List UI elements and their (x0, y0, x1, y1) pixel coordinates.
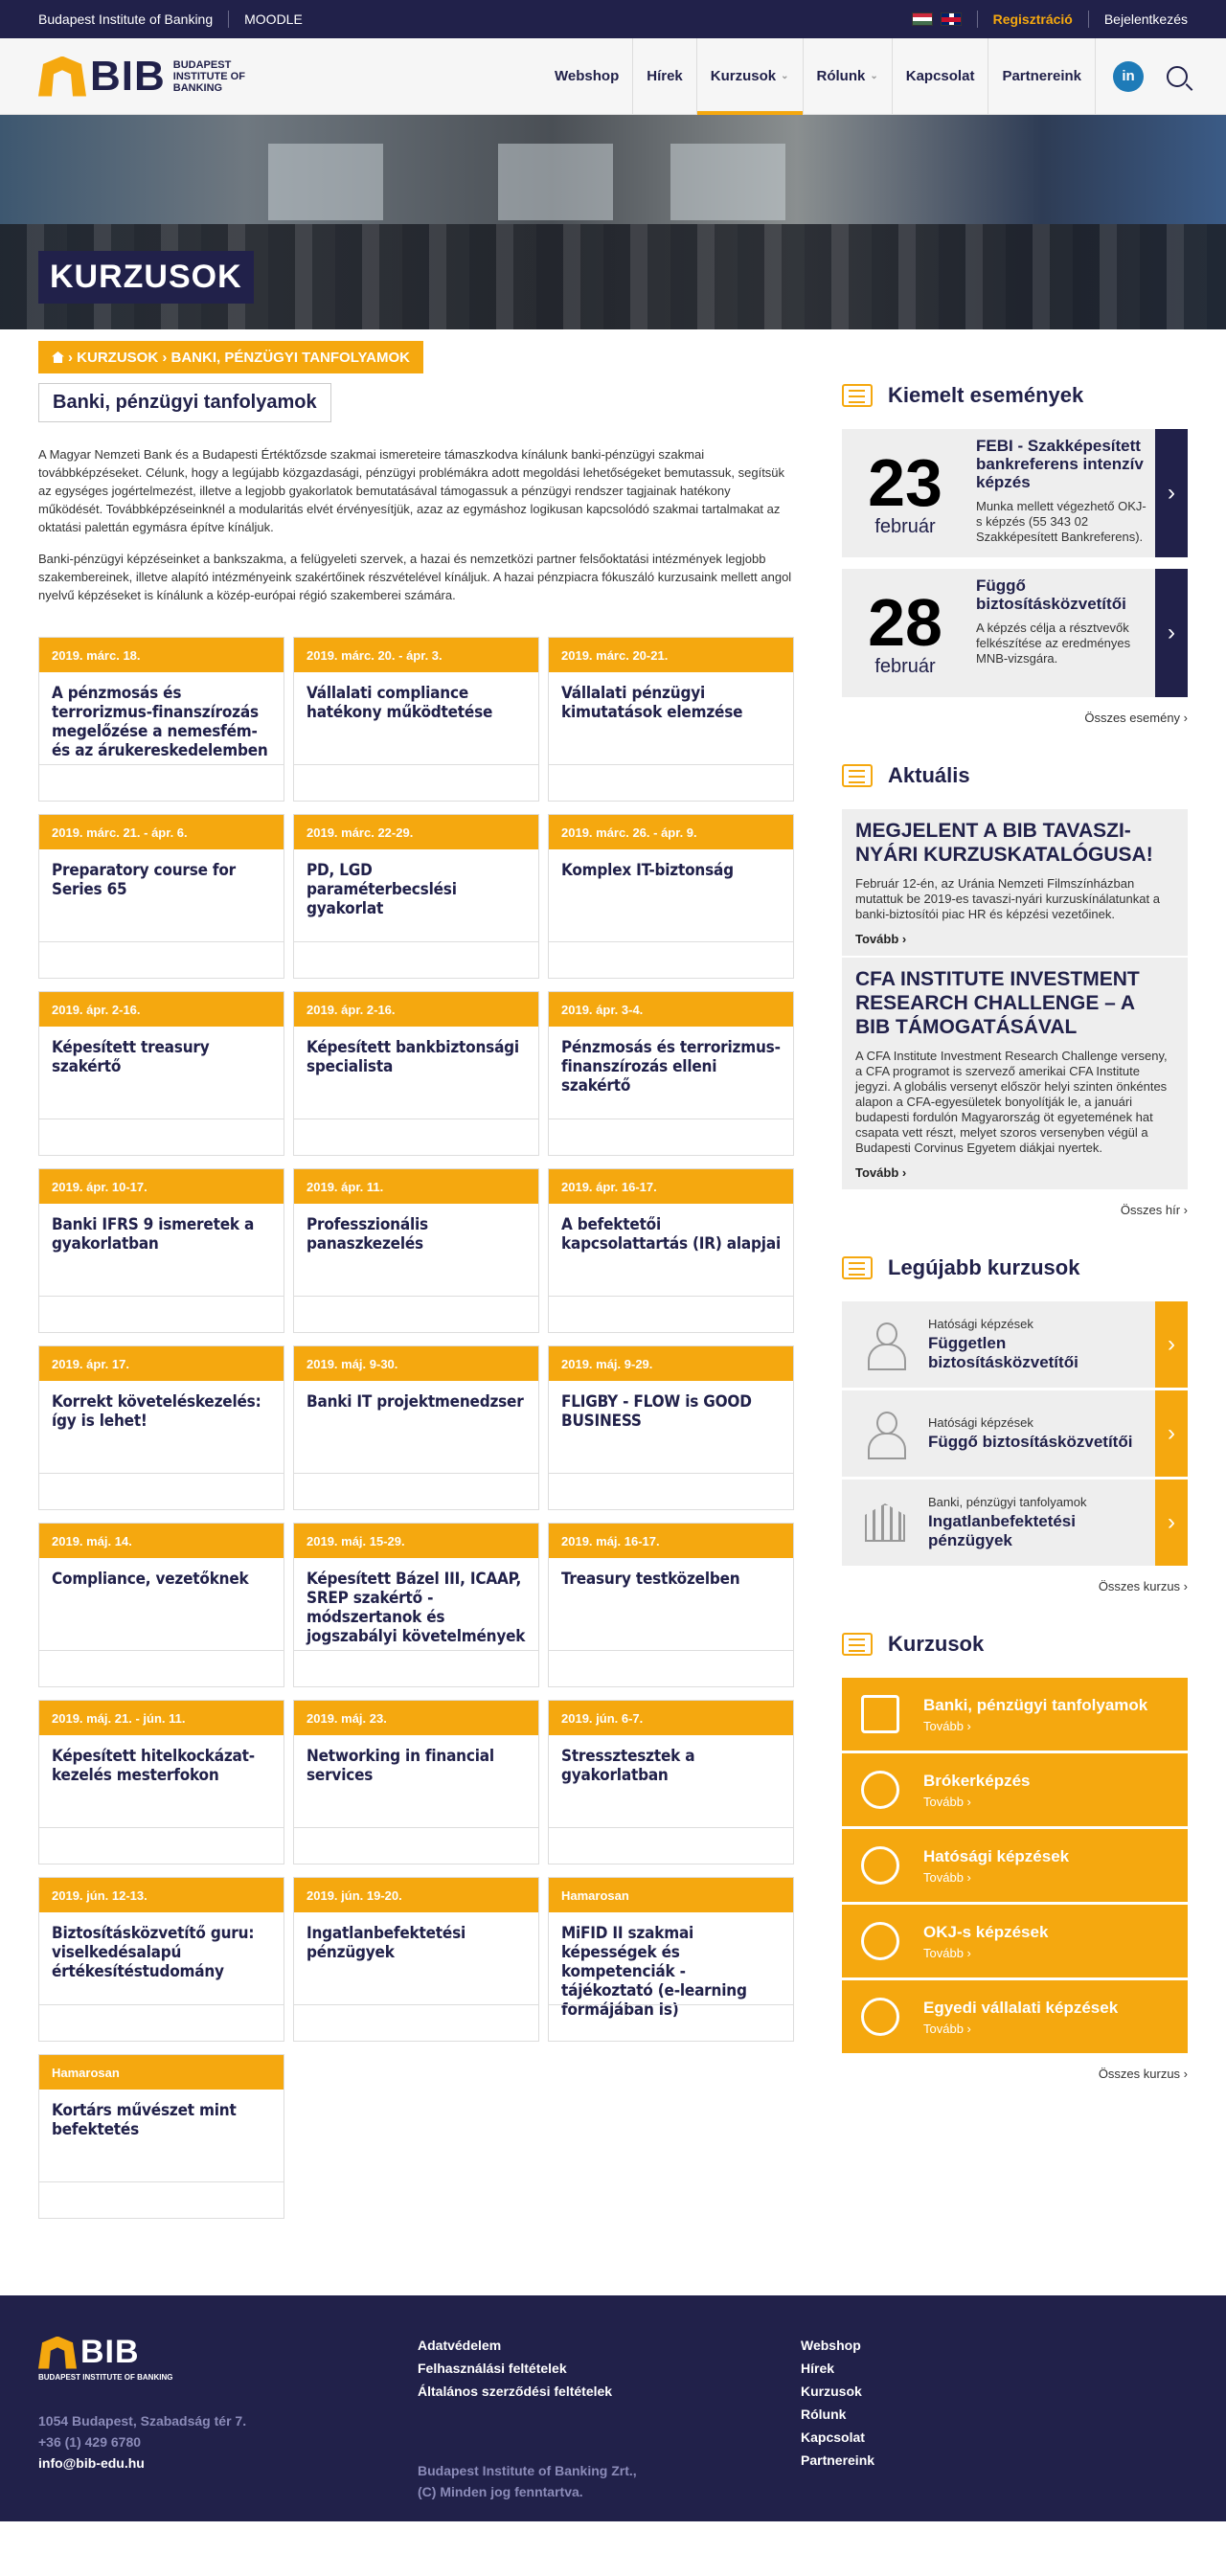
news-header (842, 763, 1188, 788)
presentation-icon (842, 1633, 873, 1656)
hero-banner (0, 115, 1226, 329)
event-title[interactable]: Függő biztosításközvetítői (976, 576, 1126, 613)
person-icon (866, 1322, 904, 1367)
course-date: 2019. márc. 18. (39, 638, 284, 672)
course-title[interactable]: Banki IFRS 9 ismeretek a gyakorlatban (52, 1215, 255, 1254)
news-item (842, 958, 1188, 1189)
course-title[interactable]: A pénzmosás és terrorizmus-finanszírozás megelőzése a nemesfém- és az árukereskedelemben (52, 684, 268, 760)
menu-item-kapcsolat[interactable]: Kapcsolat (893, 38, 989, 115)
handshake-icon (861, 1998, 899, 2036)
content (0, 383, 1226, 2219)
course-date: 2019. ápr. 11. (294, 1169, 538, 1204)
course-card[interactable] (548, 1700, 794, 1864)
course-title[interactable]: Preparatory course for Series 65 (52, 861, 237, 899)
course-date: 2019. jún. 12-13. (39, 1878, 284, 1912)
course-date: 2019. ápr. 2-16. (39, 992, 284, 1027)
course-card-footer (39, 2181, 284, 2218)
footer-copyright: (C) Minden jog fenntartva. (418, 2484, 583, 2499)
course-title[interactable]: MiFID II szakmai képességek és kompetenciák - tájékoztató (e-learning formájában is) (561, 1924, 747, 2020)
course-card[interactable] (38, 1700, 284, 1864)
event-month: február (874, 515, 936, 537)
footer-link-kurzusok[interactable]: Kurzusok (801, 2384, 862, 2399)
course-grid (38, 637, 794, 2219)
main-column (38, 383, 794, 2219)
course-card-footer (549, 764, 793, 801)
course-card[interactable] (293, 1523, 539, 1687)
course-date: 2019. máj. 9-29. (549, 1346, 793, 1381)
menu-item-partnereink[interactable]: Partnereink (988, 38, 1096, 115)
course-date: 2019. márc. 21. - ápr. 6. (39, 815, 284, 849)
course-title[interactable]: Networking in financial services (306, 1747, 494, 1785)
divider (1088, 11, 1089, 28)
course-title[interactable]: Vállalati pénzügyi kimutatások elemzése (561, 684, 743, 722)
footer-email[interactable]: info@bib-edu.hu (38, 2455, 145, 2471)
course-card[interactable] (293, 991, 539, 1156)
calendar-icon (842, 384, 873, 407)
course-card-footer (549, 941, 793, 978)
event-card[interactable] (842, 429, 1188, 557)
english-flag-icon[interactable] (941, 12, 962, 26)
course-title[interactable]: PD, LGD paraméterbecslési gyakorlat (306, 861, 457, 918)
course-card-footer (294, 1827, 538, 1864)
search-icon[interactable] (1167, 66, 1188, 87)
course-title[interactable]: Képesített treasury szakértő (52, 1038, 210, 1076)
event-date (842, 569, 968, 697)
footer (0, 2295, 1226, 2521)
course-card-footer (549, 1119, 793, 1155)
read-more-link[interactable]: Tovább › (923, 2021, 971, 2036)
course-card[interactable] (293, 637, 539, 802)
course-title[interactable]: Ingatlanbefektetési pénzügyek (306, 1924, 466, 1962)
event-day: 28 (868, 584, 942, 660)
logo-wordmark: BIB (90, 52, 166, 100)
intro-paragraph: Banki-pénzügyi képzéseinket a bankszakma, a felügyeleti szervek, a hazai és nemzetközi partner felsőoktatási intézmények legjobb szakembereinek, illetve alapító intézményeink szakértőinek részvételével kínáljuk. A hazai pénzpiacra fókuszáló kurzusaink mellett angol nyelvű képzéseket is kínálunk a közép-európai régió szakemberei számára. (38, 552, 792, 602)
footer-link-privacy[interactable]: Adatvédelem (418, 2338, 502, 2353)
course-title[interactable]: Professzionális panaszkezelés (306, 1215, 428, 1254)
footer-logo[interactable] (38, 2334, 418, 2371)
course-title[interactable]: Biztosításközvetítő guru: viselkedésalapú értékesítéstudomány (52, 1924, 255, 1981)
course-title[interactable]: Vállalati compliance hatékony működtetése (306, 684, 493, 722)
course-card-footer (294, 2004, 538, 2041)
course-card[interactable] (548, 991, 794, 1156)
event-date (842, 429, 968, 557)
read-more-link[interactable]: Tovább › (923, 1945, 971, 1960)
course-card[interactable] (293, 1345, 539, 1510)
footer-link-general-terms[interactable]: Általános szerződési feltételek (418, 2384, 613, 2399)
course-date: 2019. jún. 19-20. (294, 1878, 538, 1912)
event-day: 23 (868, 444, 942, 520)
footer-link-partnereink[interactable]: Partnereink (801, 2452, 875, 2468)
course-title[interactable]: Képesített bankbiztonsági specialista (306, 1038, 519, 1076)
event-description: Munka mellett végezhető OKJ-s képzés (55 343 02 Szakképesített Bankreferens). (976, 499, 1147, 544)
all-categories-link[interactable]: Összes kurzus › (1098, 2067, 1188, 2081)
course-card[interactable] (293, 814, 539, 979)
divider (977, 11, 978, 28)
course-card[interactable] (293, 1877, 539, 2042)
latest-courses-title: Legújabb kurzusok (888, 1255, 1080, 1279)
category-name[interactable]: Hatósági képzések (923, 1846, 1070, 1865)
latest-courses-header (842, 1255, 1188, 1280)
course-name[interactable]: Függő biztosításközvetítői (928, 1433, 1133, 1451)
course-card[interactable] (548, 1345, 794, 1510)
logo-mark-icon (38, 2337, 77, 2369)
course-date: Hamarosan (549, 1878, 793, 1912)
course-card-footer (39, 2004, 284, 2041)
course-card[interactable] (38, 637, 284, 802)
course-date: 2019. máj. 21. - jún. 11. (39, 1701, 284, 1735)
intro-paragraph: A Magyar Nemzeti Bank és a Budapesti Értéktőzsde szakmai ismereteire támaszkodva kínálunk banki-pénzügyi szakmai továbbképzéseket. Célunk, hogy a legújabb közgazdasági, pénzügyi problémákra adott megoldási lehetőségeket bemutassuk, segítsük az egységes jogértelmezést, illetve a legjobb gyakorlatok bemutatásával támogassuk a pénzügyi rendszer tagjainak hatékony működését. Továbbképzéseinknél a modularitás elvét érvényesítjük, azaz az egymáshoz logikusan kapcsolódó szakmai tartalmakat az oktatási palettán egymásra építve kínáljuk. (38, 447, 785, 534)
course-card[interactable] (38, 991, 284, 1156)
menu-item-label: Kurzusok (710, 68, 777, 84)
course-title[interactable]: Kortárs művészet mint befektetés (52, 2101, 237, 2139)
course-card[interactable] (38, 1168, 284, 1333)
course-card[interactable] (548, 1877, 794, 2042)
read-more-link[interactable]: Tovább › (923, 1869, 971, 1885)
course-card[interactable] (38, 1877, 284, 2042)
logo-tagline: BUDAPEST INSTITUTE OF BANKING (172, 58, 245, 94)
course-card-footer (39, 1119, 284, 1155)
login-link[interactable]: Bejelentkezés (1103, 11, 1188, 27)
menu-item-webshop[interactable]: Webshop (541, 38, 633, 115)
course-date: 2019. márc. 22-29. (294, 815, 538, 849)
main-navigation (0, 38, 1226, 115)
news-headline[interactable]: MEGJELENT A BIB TAVASZI-NYÁRI KURZUSKATALÓGUSA! (855, 820, 1153, 866)
logo-wordmark: BIB (80, 2334, 140, 2370)
course-card[interactable] (548, 1523, 794, 1687)
footer-link-hirek[interactable]: Hírek (801, 2361, 835, 2376)
breadcrumb-text[interactable]: › KURZUSOK › BANKI, PÉNZÜGYI TANFOLYAMOK (68, 349, 410, 366)
course-card[interactable] (38, 814, 284, 979)
course-name[interactable]: Független biztosításközvetítői (928, 1334, 1078, 1371)
course-card-footer (294, 1296, 538, 1332)
course-title[interactable]: Képesített Bázel III, ICAAP, SREP szakértő - módszertanok és jogszabályi követelmények (306, 1570, 526, 1646)
events-title: Kiemelt események (888, 383, 1084, 407)
page-title: Banki, pénzügyi tanfolyamok (38, 383, 331, 422)
course-name[interactable]: Ingatlanbefektetési pénzügyek (928, 1512, 1076, 1549)
hero-image (268, 144, 383, 220)
event-title[interactable]: FEBI - Szakképesített bankreferens intenzív képzés (976, 437, 1144, 491)
divider (228, 11, 229, 28)
event-card[interactable] (842, 569, 1188, 697)
read-more-link[interactable]: Tovább › (923, 1794, 971, 1809)
top-bar (0, 0, 1226, 38)
read-more-link[interactable]: Tovább › (855, 932, 907, 946)
category-name[interactable]: OKJ-s képzések (923, 1922, 1049, 1941)
course-date: 2019. máj. 14. (39, 1524, 284, 1558)
category-name[interactable]: Egyedi vállalati képzések (923, 1998, 1119, 2017)
course-card[interactable] (548, 637, 794, 802)
hungarian-flag-icon[interactable] (912, 12, 933, 26)
chevron-right-icon[interactable]: › (1155, 1301, 1188, 1388)
course-card-footer (294, 1650, 538, 1686)
footer-link-terms-of-use[interactable]: Felhasználási feltételek (418, 2361, 567, 2376)
course-card-footer (39, 1473, 284, 1509)
chevron-down-icon: ⌄ (870, 71, 878, 81)
chevron-right-icon[interactable]: › (1155, 429, 1188, 557)
course-card-footer (294, 1473, 538, 1509)
course-card-footer (294, 764, 538, 801)
menu-item-kurzusok[interactable] (697, 38, 804, 115)
course-date: 2019. márc. 20. - ápr. 3. (294, 638, 538, 672)
course-date: 2019. máj. 15-29. (294, 1524, 538, 1558)
news-title: Aktuális (888, 763, 970, 787)
course-title[interactable]: Korrekt követeléskezelés: így is lehet! (52, 1392, 261, 1431)
chevron-right-icon[interactable]: › (1155, 1390, 1188, 1477)
events-header (842, 383, 1188, 408)
footer-link-kapcsolat[interactable]: Kapcsolat (801, 2429, 865, 2445)
menu-item-rolunk[interactable] (804, 38, 893, 115)
course-card[interactable] (38, 1523, 284, 1687)
chevron-right-icon[interactable]: › (1155, 569, 1188, 697)
read-more-link[interactable]: Tovább › (855, 1165, 907, 1180)
badge-check-icon (861, 1922, 899, 1960)
course-date: 2019. ápr. 3-4. (549, 992, 793, 1027)
home-icon[interactable] (52, 351, 64, 363)
category-broker[interactable] (842, 1753, 1188, 1826)
menu (541, 38, 1188, 115)
course-card-footer (549, 2004, 793, 2041)
course-date: 2019. jún. 6-7. (549, 1701, 793, 1735)
coins-icon (861, 1771, 899, 1809)
event-description: A képzés célja a résztvevők felkészítése az eredményes MNB-vizsgára. (976, 621, 1131, 666)
bank-icon (865, 1503, 905, 1542)
category-okj[interactable] (842, 1905, 1188, 1977)
presentation-icon (842, 1256, 873, 1279)
course-card-footer (549, 1827, 793, 1864)
course-card-footer (39, 1296, 284, 1332)
person-icon (861, 1846, 899, 1885)
bank-icon (861, 1695, 899, 1733)
course-category: Banki, pénzügyi tanfolyamok (928, 1495, 1087, 1509)
read-more-link[interactable]: Tovább › (923, 1718, 971, 1733)
all-events-link[interactable]: Összes esemény › (1084, 711, 1188, 725)
course-title[interactable]: Compliance, vezetőknek (52, 1570, 249, 1589)
course-card-footer (39, 764, 284, 801)
footer-address: 1054 Budapest, Szabadság tér 7. (38, 2413, 247, 2429)
news-excerpt: A CFA Institute Investment Research Challenge verseny, a CFA programot is szervező amerikai CFA Institute jegyzi. A globális versenyt először helyi szinten önkéntes alapon a CFA-egyesületek bonyolítják le, a januári budapesti fordulón Magyarország öt egyetemének hat csapata vett részt, melyet szoros versenyben végül a Budapesti Corvinus Egyetem diákjai nyertek. (855, 1049, 1168, 1155)
category-name[interactable]: Brókerképzés (923, 1771, 1031, 1790)
categories-title: Kurzusok (888, 1632, 985, 1656)
course-category: Hatósági képzések (928, 1415, 1033, 1430)
footer-company: Budapest Institute of Banking Zrt., (418, 2463, 637, 2478)
course-card[interactable] (293, 1168, 539, 1333)
course-card-footer (549, 1296, 793, 1332)
linkedin-icon[interactable]: in (1113, 61, 1144, 92)
course-card-footer (39, 941, 284, 978)
logo[interactable] (38, 53, 269, 101)
footer-tagline: BUDAPEST INSTITUTE OF BANKING (38, 2373, 173, 2382)
newspaper-icon (842, 764, 873, 787)
org-link[interactable]: Budapest Institute of Banking (38, 11, 214, 27)
hero-image (670, 144, 785, 220)
category-hatosagi[interactable] (842, 1829, 1188, 1902)
course-date: Hamarosan (39, 2055, 284, 2090)
chevron-down-icon: ⌄ (781, 71, 789, 81)
course-date: 2019. máj. 9-30. (294, 1346, 538, 1381)
latest-course-item[interactable] (842, 1390, 1188, 1477)
course-card-footer (294, 941, 538, 978)
category-egyedi[interactable] (842, 1980, 1188, 2053)
course-date: 2019. ápr. 2-16. (294, 992, 538, 1027)
news-item (842, 809, 1188, 956)
course-title[interactable]: Komplex IT-biztonság (561, 861, 734, 880)
hero-image (498, 144, 613, 220)
footer-link-webshop[interactable]: Webshop (801, 2338, 861, 2353)
footer-link-rolunk[interactable]: Rólunk (801, 2407, 847, 2422)
course-card-footer (294, 1119, 538, 1155)
categories-header (842, 1632, 1188, 1657)
event-month: február (874, 655, 936, 677)
latest-course-item[interactable] (842, 1301, 1188, 1388)
all-news-link[interactable]: Összes hír › (1120, 1203, 1188, 1217)
course-card[interactable] (293, 1700, 539, 1864)
hero-title: KURZUSOK (38, 251, 254, 304)
register-link[interactable]: Regisztráció (992, 11, 1073, 27)
course-date: 2019. ápr. 17. (39, 1346, 284, 1381)
course-card-footer (549, 1473, 793, 1509)
course-title[interactable]: Banki IT projektmenedzser (306, 1392, 524, 1412)
logo-mark-icon (38, 56, 86, 97)
course-date: 2019. márc. 26. - ápr. 9. (549, 815, 793, 849)
latest-course-item[interactable] (842, 1480, 1188, 1566)
course-card[interactable] (38, 2054, 284, 2219)
course-date: 2019. máj. 16-17. (549, 1524, 793, 1558)
course-title[interactable]: Treasury testközelben (561, 1570, 740, 1589)
course-card-footer (549, 1650, 793, 1686)
chevron-right-icon[interactable]: › (1155, 1480, 1188, 1566)
moodle-link[interactable]: MOODLE (244, 11, 303, 27)
breadcrumb (38, 341, 423, 373)
course-title[interactable]: A befektetői kapcsolattartás (IR) alapjai (561, 1215, 781, 1254)
category-banki[interactable] (842, 1678, 1188, 1751)
course-date: 2019. ápr. 10-17. (39, 1169, 284, 1204)
course-title[interactable]: Stressztesztek a gyakorlatban (561, 1747, 695, 1785)
course-title[interactable]: Pénzmosás és terrorizmus-finanszírozás elleni szakértő (561, 1038, 781, 1096)
course-date: 2019. máj. 23. (294, 1701, 538, 1735)
course-card-footer (39, 1650, 284, 1686)
intro-text (38, 445, 794, 604)
all-courses-link[interactable]: Összes kurzus › (1098, 1579, 1188, 1593)
menu-item-label: Rólunk (816, 68, 866, 84)
sidebar (842, 383, 1188, 2219)
news-headline[interactable]: CFA INSTITUTE INVESTMENT RESEARCH CHALLENGE – A BIB TÁMOGATÁSÁVAL (855, 968, 1140, 1038)
person-icon (866, 1412, 904, 1456)
course-card[interactable] (548, 814, 794, 979)
course-category: Hatósági képzések (928, 1317, 1033, 1331)
course-card[interactable] (548, 1168, 794, 1333)
footer-phone[interactable]: +36 (1) 429 6780 (38, 2434, 142, 2450)
menu-item-hirek[interactable]: Hírek (633, 38, 697, 115)
course-title[interactable]: Képesített hitelkockázat-kezelés mesterfokon (52, 1747, 255, 1785)
course-card[interactable] (38, 1345, 284, 1510)
course-card-footer (39, 1827, 284, 1864)
course-date: 2019. ápr. 16-17. (549, 1169, 793, 1204)
news-excerpt: Február 12-én, az Uránia Nemzeti Filmszínházban mutattuk be 2019-es tavaszi-nyári kurzuskínálatunkat a banki-biztosítói piac HR és képzési vezetőinek. (855, 876, 1160, 921)
category-name[interactable]: Banki, pénzügyi tanfolyamok (923, 1695, 1148, 1714)
course-title[interactable]: FLIGBY - FLOW is GOOD BUSINESS (561, 1392, 752, 1431)
course-date: 2019. márc. 20-21. (549, 638, 793, 672)
